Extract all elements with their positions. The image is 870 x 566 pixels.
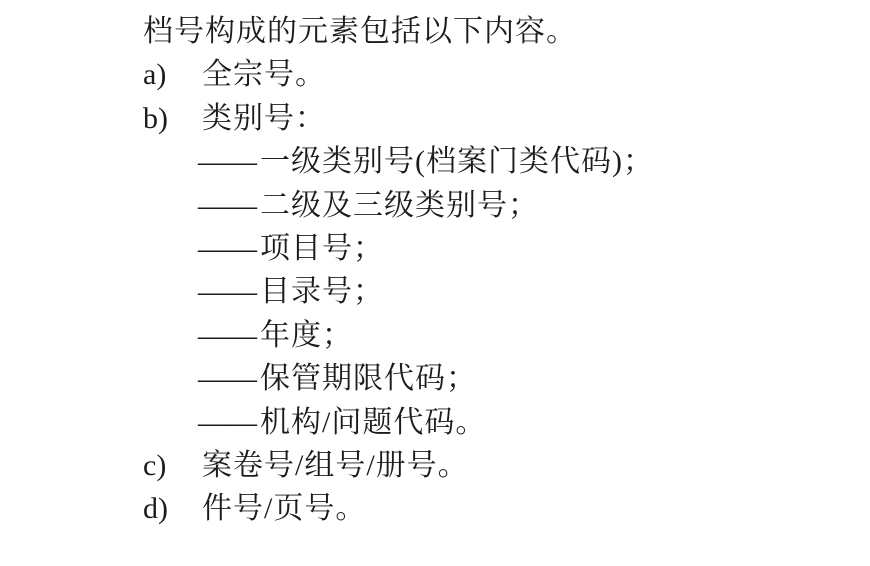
- dash-prefix: ——: [198, 362, 256, 396]
- dash-item-6: [198, 357, 850, 400]
- dash-prefix: ——: [198, 405, 256, 439]
- dash-item-5: [198, 314, 850, 357]
- dash-item-4: [198, 270, 850, 313]
- item-a-text: 全宗号。: [202, 58, 326, 92]
- dash-item-4-text: 目录号；: [260, 275, 384, 309]
- list-item-a: [143, 53, 850, 96]
- item-d-text: 件号/页号。: [202, 492, 367, 526]
- list-item-d: [143, 487, 850, 530]
- dash-item-1-text: 一级类别号(档案门类代码)；: [260, 145, 654, 179]
- dash-prefix: ——: [198, 318, 256, 352]
- item-c-text: 案卷号/组号/册号。: [202, 449, 469, 483]
- list-item-c: [143, 444, 850, 487]
- dash-item-3: [198, 227, 850, 270]
- dash-item-5-text: 年度；: [260, 318, 353, 352]
- dash-item-1: [198, 140, 850, 183]
- dash-item-2-text: 二级及三级类别号；: [260, 188, 539, 222]
- dash-prefix: ——: [198, 232, 256, 266]
- dash-item-2: [198, 184, 850, 227]
- item-a-label: a): [143, 58, 167, 92]
- dash-item-7: [198, 401, 850, 444]
- dash-sub-list: [143, 140, 850, 444]
- item-b-text: 类别号：: [202, 101, 326, 135]
- item-d-label: d): [143, 492, 168, 526]
- intro-paragraph: 档号构成的元素包括以下内容。: [143, 15, 577, 48]
- dash-prefix: ——: [198, 145, 256, 179]
- dash-prefix: ——: [198, 275, 256, 309]
- dash-prefix: ——: [198, 188, 256, 222]
- dash-item-6-text: 保管期限代码；: [260, 362, 477, 396]
- item-b-label: b): [143, 101, 168, 135]
- dash-item-7-text: 机构/问题代码。: [260, 405, 487, 439]
- item-c-label: c): [143, 449, 167, 483]
- dash-item-3-text: 项目号；: [260, 232, 384, 266]
- list-item-b: [143, 97, 850, 140]
